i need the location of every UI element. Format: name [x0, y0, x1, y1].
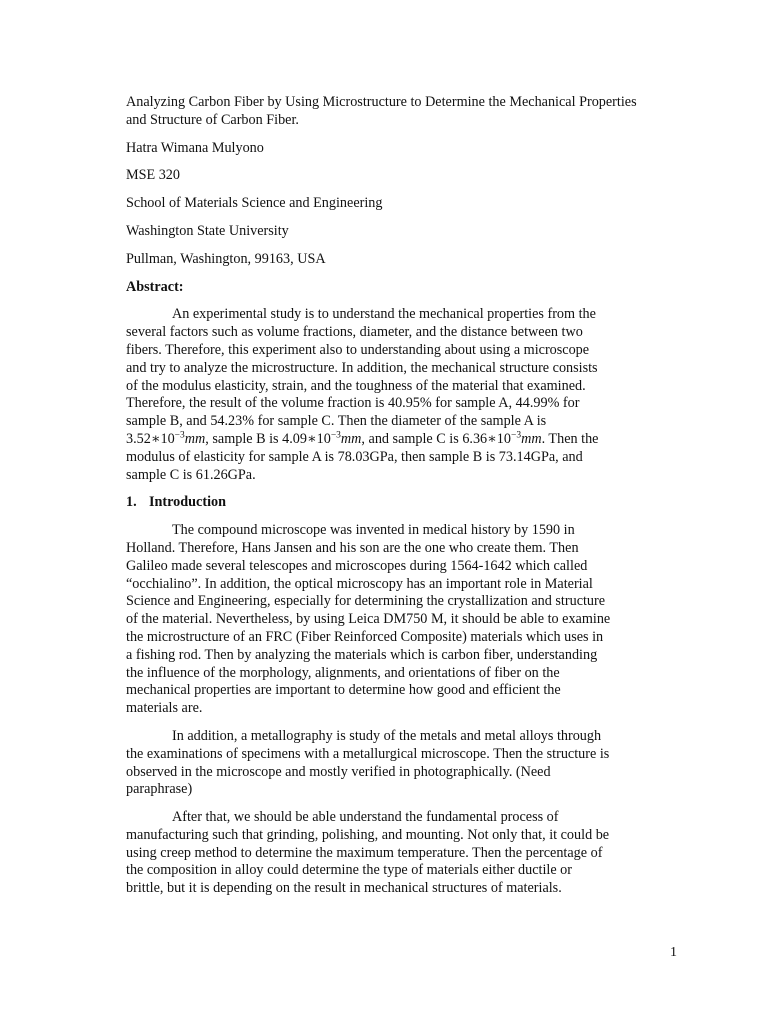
paragraph-line: the composition in alloy could determine the type of materials either ductile or [126, 862, 572, 879]
document-body [126, 94, 674, 908]
abstract-line: several factors such as volume fractions, diameter, and the distance between two [126, 324, 583, 341]
paper-title [126, 94, 674, 130]
paragraph-line: observed in the microscope and mostly verified in photographically. (Need [126, 763, 551, 780]
paragraph-line: Holland. Therefore, Hans Jansen and his son are the one who create them. Then [126, 539, 579, 556]
introduction-heading [126, 494, 674, 512]
diameter-b-value: $4.09∗10^{-3}mm$ [282, 430, 362, 447]
introduction-paragraph-3 [126, 809, 674, 898]
paragraph-line: The compound microscope was invented in medical history by 1590 in [172, 522, 575, 539]
section-title: Introduction [149, 494, 226, 511]
paragraph-line: of the material. Nevertheless, by using Leica DM750 M, it should be able to examine [126, 611, 611, 628]
paper-title-line: Analyzing Carbon Fiber by Using Microstructure to Determine the Mechanical Properties [126, 94, 637, 110]
paragraph-line: the examinations of specimens with a metallurgical microscope. Then the structure is [126, 745, 610, 762]
introduction-paragraph-1 [126, 522, 674, 718]
paragraph-line: the influence of the morphology, alignments, and orientations of fiber on the [126, 664, 560, 681]
author-name: Hatra Wimana Mulyono [126, 139, 264, 156]
abstract-line: Therefore, the result of the volume fraction is 40.95% for sample A, 44.99% for [126, 395, 580, 412]
paragraph-line: manufacturing such that grinding, polishing, and mounting. Not only that, it could be [126, 826, 610, 843]
paragraph-line: “occhialino”. In addition, the optical microscopy has an important role in Material [126, 575, 593, 592]
school-name: School of Materials Science and Engineering [126, 195, 383, 212]
abstract-line: of the modulus elasticity, strain, and the toughness of the material that examined. [126, 377, 586, 394]
paragraph-line: paraphrase) [126, 781, 193, 798]
paper-title-line: and Structure of Carbon Fiber. [126, 111, 299, 128]
abstract-line: sample B, and 54.23% for sample C. Then the diameter of the sample A is [126, 413, 547, 430]
abstract-line: sample C is 61.26GPa. [126, 466, 256, 483]
paragraph-line: materials are. [126, 700, 203, 717]
abstract-math-line: $3.52∗10^{-3}mm$, sample B is $4.09∗10^{-3}mm$, and sample C is $6.36∗10^{-3}mm$. Then the [126, 430, 599, 447]
paragraph-line: Galileo made several telescopes and microscopes during 1564-1642 which called [126, 557, 588, 574]
introduction-paragraph-2 [126, 728, 674, 799]
diameter-a-value: $3.52∗10^{-3}mm$ [126, 430, 206, 447]
diameter-c-value: $6.36∗10^{-3}mm$ [462, 430, 542, 447]
paragraph-line: In addition, a metallography is study of the metals and metal alloys through [172, 727, 602, 744]
page-number: 1 [670, 945, 677, 960]
paragraph-line: the microstructure of an FRC (Fiber Reinforced Composite) materials which uses in [126, 628, 604, 645]
university-name: Washington State University [126, 222, 289, 239]
paragraph-line: using creep method to determine the maximum temperature. Then the percentage of [126, 844, 603, 861]
section-number: 1. [126, 494, 137, 511]
paragraph-line: mechanical properties are important to determine how good and efficient the [126, 682, 561, 699]
paragraph-line: After that, we should be able understand the fundamental process of [172, 809, 559, 826]
abstract-heading: Abstract: [126, 278, 184, 295]
abstract-line: An experimental study is to understand the mechanical properties from the [172, 306, 596, 323]
paragraph-line: Science and Engineering, especially for determining the crystallization and structure [126, 593, 606, 610]
abstract-paragraph [126, 306, 674, 484]
location: Pullman, Washington, 99163, USA [126, 250, 326, 267]
paragraph-line: brittle, but it is depending on the result in mechanical structures of materials. [126, 880, 562, 897]
abstract-line: and try to analyze the microstructure. In addition, the mechanical structure consists [126, 359, 598, 376]
abstract-line: modulus of elasticity for sample A is 78.03GPa, then sample B is 73.14GPa, and [126, 448, 583, 465]
course-code: MSE 320 [126, 167, 180, 184]
paragraph-line: a fishing rod. Then by analyzing the materials which is carbon fiber, understanding [126, 646, 598, 663]
abstract-line: fibers. Therefore, this experiment also to understanding about using a microscope [126, 341, 590, 358]
